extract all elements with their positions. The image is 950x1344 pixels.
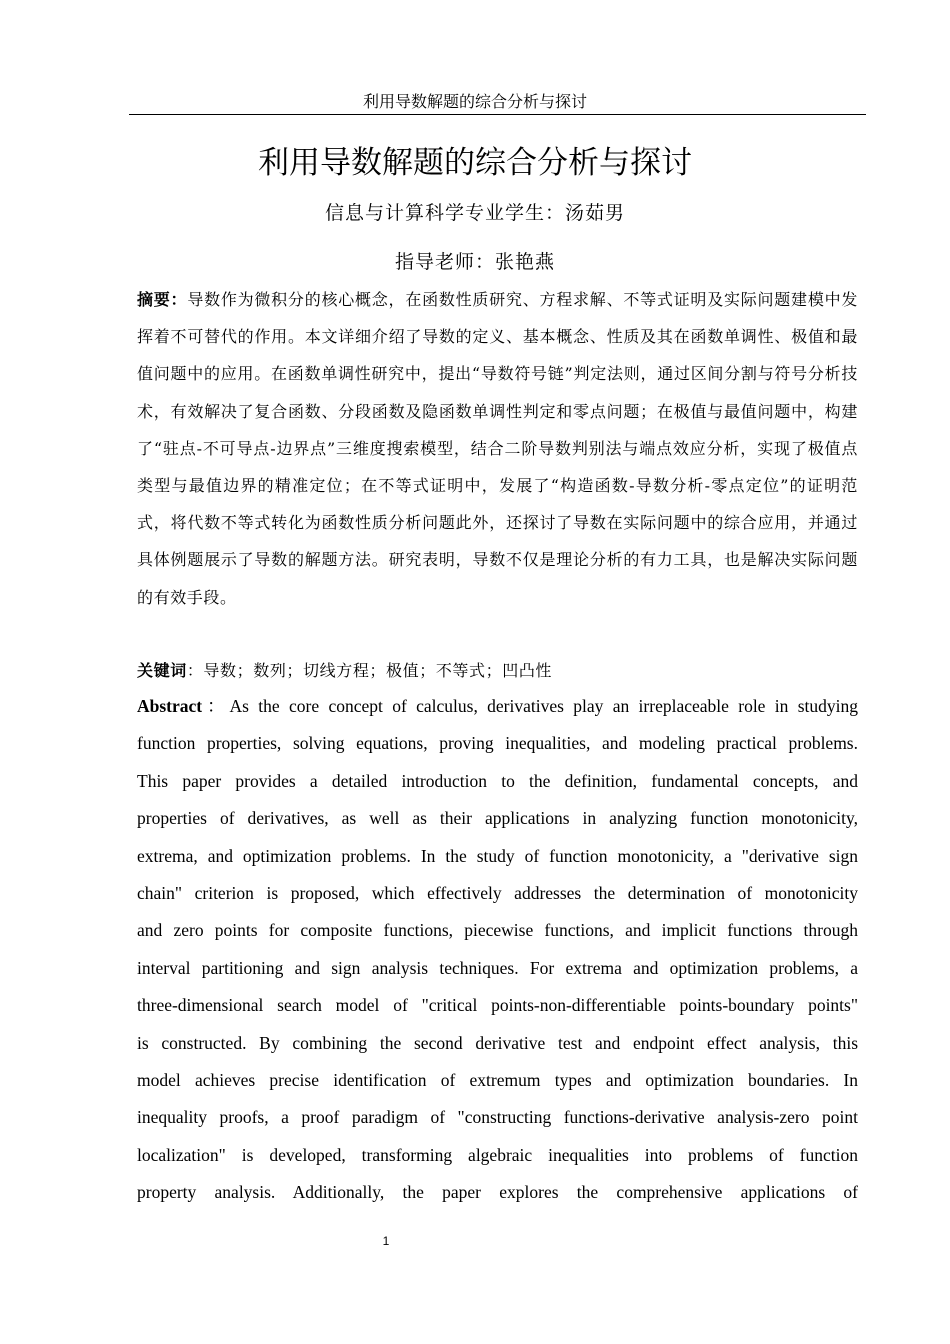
english-abstract-line: and zero points for composite functions, piecewise functions, and implicit functions through [137,920,858,941]
chinese-abstract [137,281,858,616]
english-abstract-line: properties of derivatives, as well as their applications in analyzing function monotonicity, [137,808,858,829]
page-number: 1 [382,1234,390,1248]
chinese-keywords-text: ：导数；数列；切线方程；极值；不等式；凹凸性 [186,661,553,680]
chinese-keywords [137,652,858,689]
advisor-line: 指导老师：张艳燕 [394,251,555,273]
english-abstract-line-text: ：As the core concept of calculus, derivatives play an irreplaceable role in studying [202,696,858,716]
english-abstract-line: interval partitioning and sign analysis techniques. For extrema and optimization problems, a [137,957,858,978]
english-abstract [137,688,858,1211]
english-abstract-line: is constructed. By combining the second derivative test and endpoint effect analysis, this [137,1032,858,1053]
english-abstract-line: extrema, and optimization problems. In the study of function monotonicity, a "derivative sign [137,845,858,866]
running-header-title: 利用导数解题的综合分析与探讨 [362,92,587,111]
english-abstract-line: localization" is developed, transforming algebraic inequalities into problems of function [137,1144,858,1165]
english-abstract-label: Abstract [137,696,203,716]
chinese-abstract-text: 导数作为微积分的核心概念，在函数性质研究、方程求解、不等式证明及实际问题建模中发挥着不可替代的作用。本文详细介绍了导数的定义、基本概念、性质及其在函数单调性、极值和最值问题中的应用。在函数单调性研究中，提出“导数符号链”判定法则，通过区间分割与符号分析技术，有效解决了复合函数、分段函数及隐函数单调性判定和零点问题；在极值与最值问题中，构建了“驻点-不可导点-边界点”三维度搜索模型，结合二阶导数判别法与端点效应分析，实现了极值点类型与最值边界的精准定位；在不等式证明中，发展了“构造函数-导数分析-零点定位”的证明范式，将代数不等式转化为函数性质分析问题此外，还探讨了导数在实际问题中的综合应用，并通过具体例题展示了导数的解题方法。研究表明，导数不仅是理论分析的有力工具，也是解决实际问题的有效手段。 [137,290,858,607]
header-divider [129,114,866,115]
english-abstract-line: model achieves precise identification of extremum types and optimization boundaries. In [137,1069,858,1090]
english-abstract-line: This paper provides a detailed introduction to the definition, fundamental concepts, and [137,770,858,791]
author-line: 信息与计算科学专业学生：汤茹男 [324,202,625,224]
chinese-abstract-label: 摘要： [137,290,188,309]
english-abstract-line: three-dimensional search model of "critical points-non-differentiable points-boundary points" [137,995,858,1016]
chinese-keywords-label: 关键词 [137,661,187,680]
english-abstract-line: function properties, solving equations, proving inequalities, and modeling practical problems. [137,733,858,754]
english-abstract-line: inequality proofs, a proof paradigm of "constructing functions-derivative analysis-zero point [137,1107,858,1128]
english-abstract-line [137,688,858,725]
english-abstract-line: chain" criterion is proposed, which effectively addresses the determination of monotonicity [137,882,858,903]
paper-title: 利用导数解题的综合分析与探讨 [258,145,692,181]
english-abstract-line: property analysis. Additionally, the paper explores the comprehensive applications of [137,1182,858,1203]
